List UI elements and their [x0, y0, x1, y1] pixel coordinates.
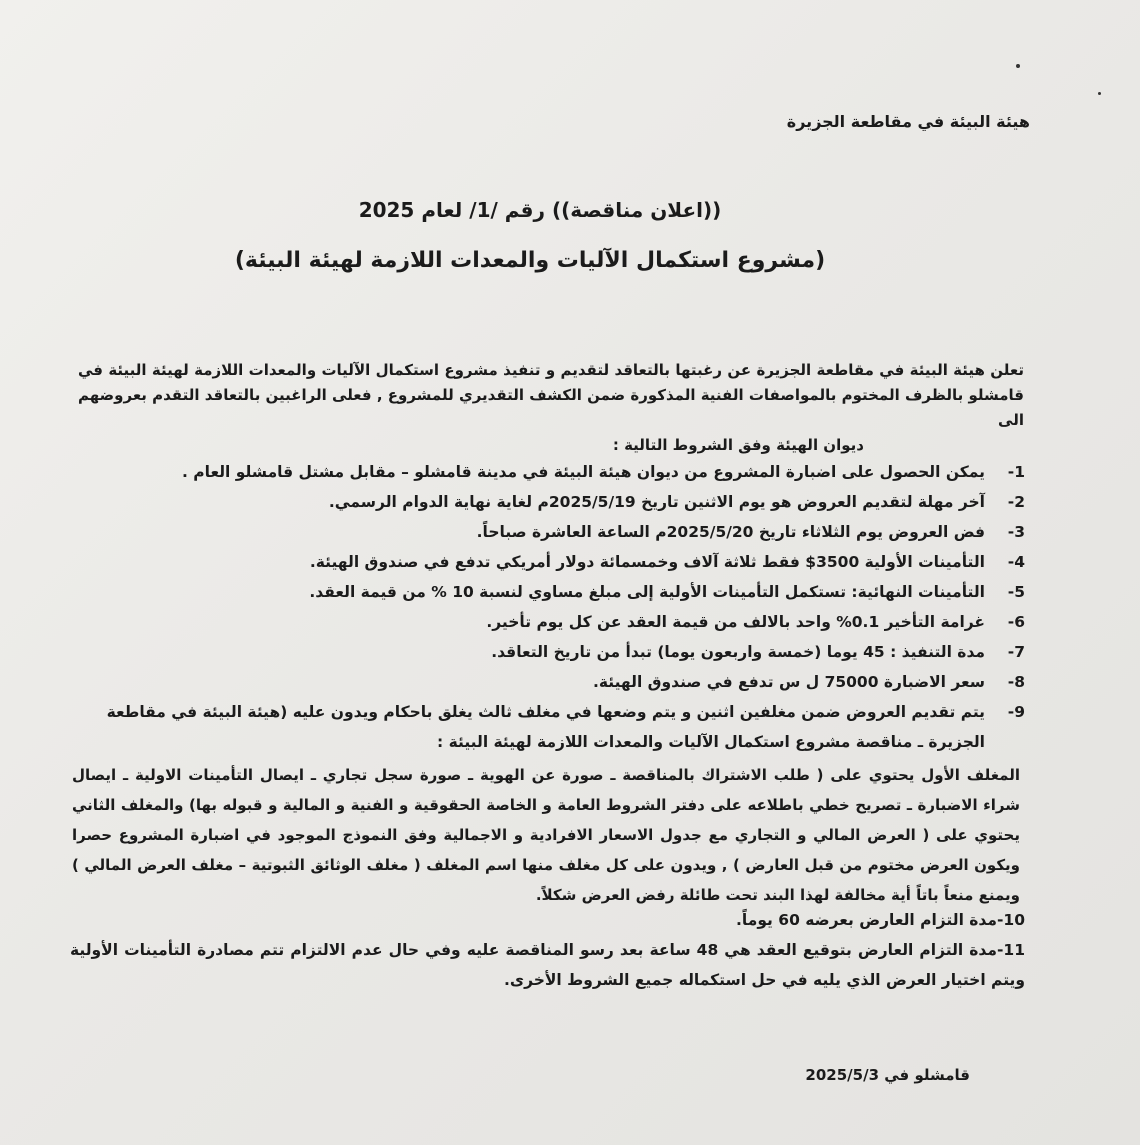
condition-number: 6-: [1007, 613, 1025, 631]
organization-name: هيئة البيئة في مقاطعة الجزيرة: [786, 112, 1030, 131]
paper-speck: [1016, 64, 1020, 68]
condition-number: 2-: [1007, 493, 1025, 511]
condition-text: غرامة التأخير 0.1% واحد بالالف من قيمة العقد عن كل يوم تأخير.: [486, 613, 985, 631]
condition-number: 8-: [1007, 673, 1025, 691]
condition-text: مدة التنفيذ : 45 يوما (خمسة واربعون يوما) تبدأ من تاريخ التعاقد.: [491, 643, 985, 661]
condition-text: يتم تقديم العروض ضمن مغلفين اثنين و يتم وضعها في مغلف ثالث يغلق باحكام ويدون عليه (هيئة البيئة في مقاطعة الجزيرة ـ مناقصة مشروع استكمال الآليات والمعدات اللازمة لهيئة البيئة :: [106, 703, 985, 751]
envelopes-paragraph: المغلف الأول يحتوي على ( طلب الاشتراك بالمناقصة ـ صورة عن الهوية ـ صورة سجل تجاري ـ ايصال التأمينات الاولية ـ ايصال شراء الاضبارة ـ تصريح خطي باطلاعه على دفتر الشروط العامة و الخاصة الحقوقية و الفنية و المالية و قبوله بها) والمغلف الثاني يحتوي على ( العرض المالي و التجاري مع جدول الاسعار الافرادية و الاجمالية وفق النموذج الموجود في اضبارة المشروع حصرا ويكون العرض مختوم من قبل العارض ) , ويدون على كل مغلف منها اسم المغلف ( مغلف الوثائق الثبوتية – مغلف العرض المالي ) ويمنع منعاً باتاً أية مخالفة لهذا البند تحت طائلة رفض العرض شكلاً.: [72, 766, 1020, 904]
condition-text: فض العروض يوم الثلاثاء تاريخ 2025/5/20م الساعة العاشرة صباحاً.: [476, 523, 985, 541]
project-title: (مشروع استكمال الآليات والمعدات اللازمة لهيئة البيئة): [234, 248, 826, 273]
intro-text: تعلن هيئة البيئة في مقاطعة الجزيرة عن رغبتها بالتعاقد لتقديم و تنفيذ مشروع استكمال الآليات والمعدات اللازمة لهيئة البيئة في قامشلو بالظرف المختوم بالمواصفات الفنية المذكورة ضمن الكشف التقديري للمشروع , فعلى الراغبين بالتعاقد التقدم بعروضهم الى: [78, 361, 1024, 429]
place-date: قامشلو في 2025/5/3: [805, 1066, 970, 1084]
announcement-title: ((اعلان مناقصة)) رقم /1/ لعام 2025: [358, 198, 722, 222]
condition-number: 1-: [1007, 463, 1025, 481]
condition-item: [70, 607, 1025, 637]
condition-text: يمكن الحصول على اضبارة المشروع من ديوان هيئة البيئة في مدينة قامشلو – مقابل مشتل قامشلو العام .: [182, 463, 985, 481]
condition-item: 11-مدة التزام العارض بتوقيع العقد هي 48 ساعة بعد رسو المناقصة عليه وفي حال عدم الالتزام تتم مصادرة التأمينات الأولية ويتم اختيار العرض الذي يليه في حل استكماله جميع الشروط الأخرى.: [70, 941, 1025, 989]
conditions-list: [70, 457, 1025, 757]
paper-speck: [1098, 92, 1101, 95]
conditions-list-extra: [70, 905, 1025, 995]
condition-number: 9-: [1007, 703, 1025, 721]
condition-number: 7-: [1007, 643, 1025, 661]
condition-number: 4-: [1007, 553, 1025, 571]
condition-number: 5-: [1007, 583, 1025, 601]
condition-item: [70, 547, 1025, 577]
condition-item: [70, 697, 1025, 757]
condition-item: [70, 577, 1025, 607]
condition-item: [70, 517, 1025, 547]
condition-text: التأمينات النهائية: تستكمل التأمينات الأولية إلى مبلغ مساوي لنسبة 10 % من قيمة العقد.: [309, 583, 985, 601]
condition-item: [70, 637, 1025, 667]
intro-paragraph: [78, 358, 1024, 458]
condition-text: سعر الاضبارة 75000 ل س تدفع في صندوق الهيئة.: [592, 673, 985, 691]
condition-item: [70, 457, 1025, 487]
condition-item: [70, 667, 1025, 697]
intro-last-line: ديوان الهيئة وفق الشروط التالية :: [612, 436, 864, 454]
condition-number: 3-: [1007, 523, 1025, 541]
condition-item: 10-مدة التزام العارض بعرضه 60 يوماً.: [736, 911, 1025, 929]
condition-text: آخر مهلة لتقديم العروض هو يوم الاثنين تاريخ 2025/5/19م لغاية نهاية الدوام الرسمي.: [328, 493, 985, 511]
condition-item: [70, 487, 1025, 517]
condition-text: التأمينات الأولية 3500$ فقط ثلاثة آلاف وخمسمائة دولار أمريكي تدفع في صندوق الهيئة.: [309, 553, 985, 571]
